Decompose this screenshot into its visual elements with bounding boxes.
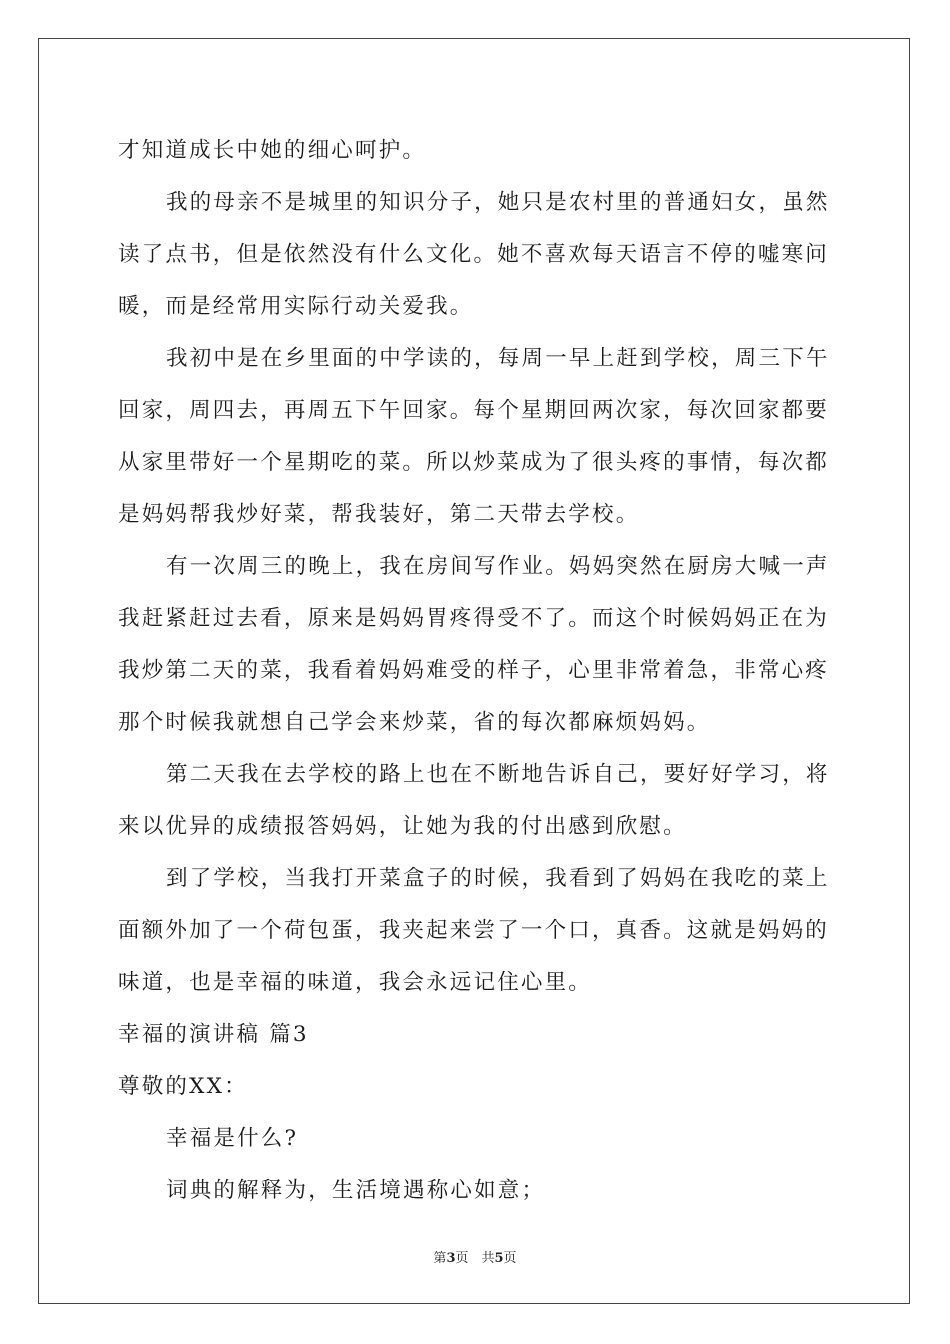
text-line: 我初中是在乡里面的中学读的，每周一早上赶到学校，周三下午 xyxy=(166,346,830,371)
text-line: 我的母亲不是城里的知识分子，她只是农村里的普通妇女，虽然 xyxy=(166,190,830,215)
current-page-number: 3 xyxy=(446,1251,456,1266)
salutation: 尊敬的XX： xyxy=(118,1074,248,1099)
total-page-count: 5 xyxy=(494,1251,504,1266)
text-line: 才知道成长中她的细心呵护。 xyxy=(118,138,427,163)
text-line: 我炒第二天的菜，我看着妈妈难受的样子，心里非常着急，非常心疼 xyxy=(118,658,830,683)
footer-suffix: 页 xyxy=(503,1251,517,1266)
document-body xyxy=(118,125,833,1217)
text-line: 到了学校，当我打开菜盒子的时候，我看到了妈妈在我吃的菜上 xyxy=(166,866,830,891)
text-line: 有一次周三的晚上，我在房间写作业。妈妈突然在厨房大喊一声 xyxy=(166,554,830,579)
text-line: 第二天我在去学校的路上也在不断地告诉自己，要好好学习，将 xyxy=(166,762,830,787)
text-line: 来以优异的成绩报答妈妈，让她为我的付出感到欣慰。 xyxy=(118,814,687,839)
text-line: 词典的解释为，生活境遇称心如意； xyxy=(166,1178,546,1203)
text-line: 味道，也是幸福的味道，我会永远记住心里。 xyxy=(118,970,593,995)
text-line: 我赶紧赶过去看，原来是妈妈胃疼得受不了。而这个时候妈妈正在为 xyxy=(118,606,830,631)
text-line: 是妈妈帮我炒好菜，帮我装好，第二天带去学校。 xyxy=(118,502,640,527)
text-line: 那个时候我就想自己学会来炒菜，省的每次都麻烦妈妈。 xyxy=(118,710,711,735)
text-line: 读了点书，但是依然没有什么文化。她不喜欢每天语言不停的嘘寒问 xyxy=(118,242,830,267)
section-heading: 幸福的演讲稿 篇3 xyxy=(118,1022,309,1047)
footer-mid: 页 共 xyxy=(455,1251,495,1266)
page-footer xyxy=(0,1247,950,1266)
footer-prefix: 第 xyxy=(433,1251,447,1266)
text-line: 面额外加了一个荷包蛋，我夹起来尝了一个口，真香。这就是妈妈的 xyxy=(118,918,830,943)
text-line: 从家里带好一个星期吃的菜。所以炒菜成为了很头疼的事情，每次都 xyxy=(118,450,830,475)
text-line: 暖，而是经常用实际行动关爱我。 xyxy=(118,294,474,319)
text-line: 幸福是什么? xyxy=(166,1126,299,1151)
text-line: 回家，周四去，再周五下午回家。每个星期回两次家，每次回家都要 xyxy=(118,398,830,423)
